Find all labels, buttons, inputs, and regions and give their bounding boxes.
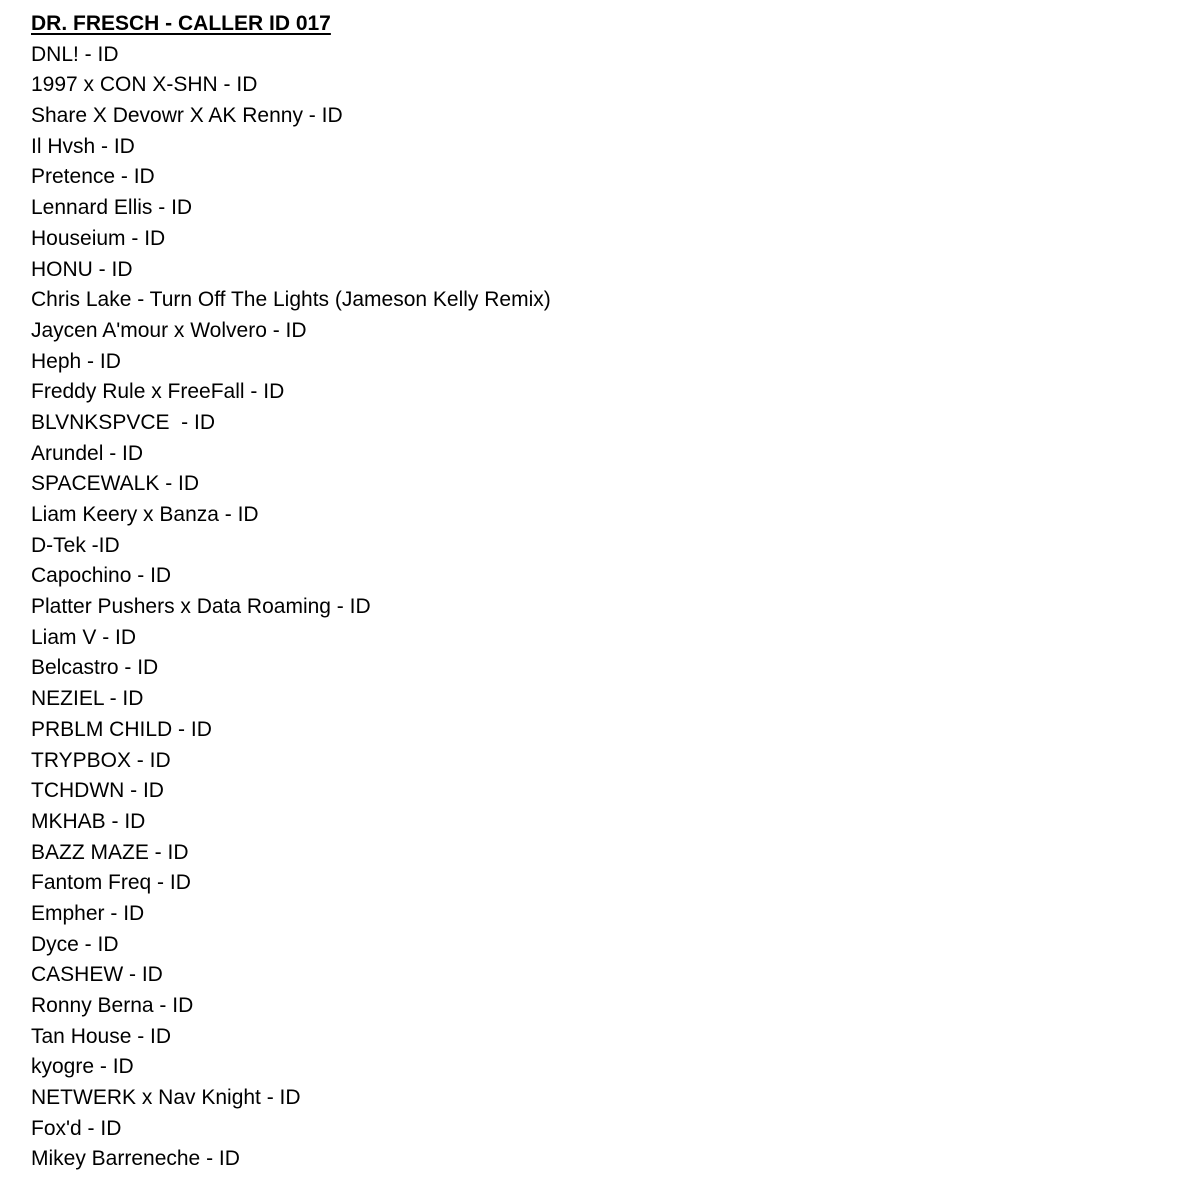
track-item: 1997 x CON X-SHN - ID [31,73,258,97]
track-item: Freddy Rule x FreeFall - ID [31,380,285,404]
track-item: Share X Devowr X AK Renny - ID [31,104,343,128]
track-item: Liam Keery x Banza - ID [31,503,259,526]
track-item: Fox'd - ID [31,1116,122,1140]
track-item: Houseium - ID [31,226,166,250]
track-item: Il Hvsh - ID [31,134,135,158]
track-item: D-Tek -ID [31,533,120,557]
track-item: PRBLM CHILD - ID [31,717,212,741]
document-title: DR. FRESCH - CALLER ID 017 [31,12,331,35]
track-item: BLVNKSPVCE - ID [31,410,215,434]
track-item: Chris Lake - Turn Off The Lights (Jameson Kelly Remix) [31,288,551,312]
track-item: NEZIEL - ID [31,687,144,711]
track-item: TRYPBOX - ID [31,748,171,772]
track-item: Dyce - ID [31,932,119,956]
track-item: CASHEW - ID [31,963,163,987]
track-item: SPACEWALK - ID [31,472,200,496]
track-item: Ronny Berna - ID [31,994,194,1017]
track-item: Liam V - ID [31,625,137,649]
track-item: Heph - ID [31,349,121,373]
track-item: Fantom Freq - ID [31,871,191,895]
track-item: HONU - ID [31,257,133,281]
track-item: DNL! - ID [31,42,119,66]
track-item: MKHAB - ID [31,809,146,833]
track-item: Jaycen A'mour x Wolvero - ID [31,318,307,342]
track-item: TCHDWN - ID [31,779,164,803]
track-item: NETWERK x Nav Knight - ID [31,1086,301,1110]
track-item: Lennard Ellis - ID [31,196,193,220]
track-item: Belcastro - ID [31,656,159,680]
track-item: Tan House - ID [31,1024,172,1048]
track-item: Capochino - ID [31,564,172,588]
track-item: Platter Pushers x Data Roaming - ID [31,595,371,619]
track-item: Empher - ID [31,901,145,925]
track-item: Arundel - ID [31,441,144,465]
track-list [31,40,1181,1175]
track-item: Pretence - ID [31,165,155,189]
track-item: BAZZ MAZE - ID [31,840,189,864]
track-item: Mikey Barreneche - ID [31,1147,240,1171]
track-item: kyogre - ID [31,1055,134,1079]
tracklist [31,9,1181,1175]
